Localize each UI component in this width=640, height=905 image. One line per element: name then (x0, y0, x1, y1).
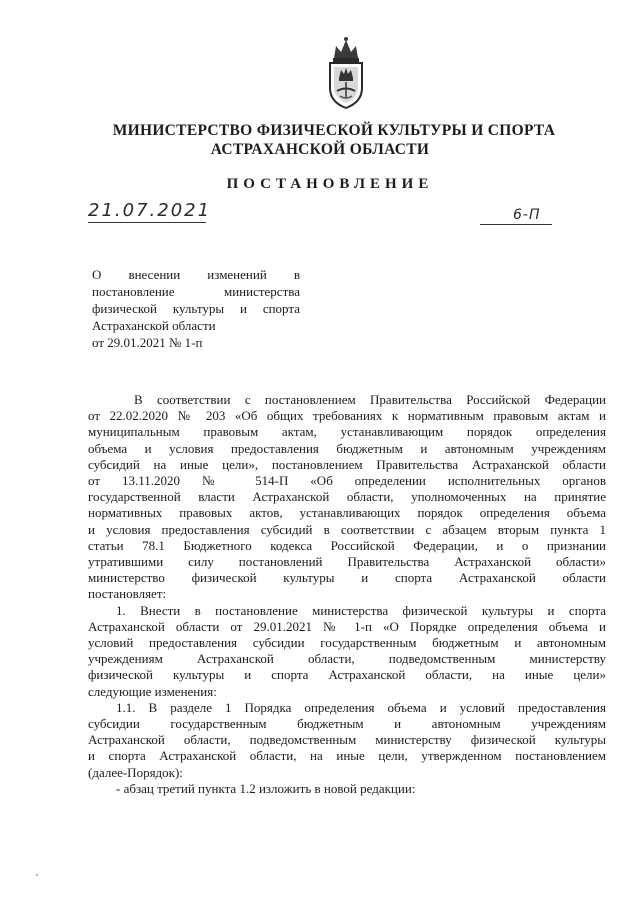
body-line: Астраханской области от 29.01.2021 № 1-п «О Порядке определения объема и (88, 618, 606, 634)
body-line: субсидии государственным бюджетным и автономным учреждениям (88, 716, 606, 732)
document-number: 6-П (513, 207, 541, 223)
subject-line: постановление министерства (92, 284, 300, 299)
body-line: - абзац третий пункта 1.2 изложить в новой редакции: (116, 780, 416, 796)
body-line: министерство физической культуры и спорта Астраханской области (88, 570, 606, 586)
subject-line: физической культуры и спорта (92, 301, 300, 316)
body-line: от 13.11.2020 № 514-П «Об определении исполнительных органов (88, 473, 606, 489)
number-underline (480, 224, 552, 225)
body-line: государственной власти Астраханской области, уполномоченных на принятие (88, 489, 606, 505)
document-body (88, 392, 606, 797)
document-type-title: ПОСТАНОВЛЕНИЕ (226, 176, 434, 192)
body-line: объема и условия предоставления бюджетным и автономным учреждениям (88, 440, 606, 456)
body-line: учреждениям Астраханской области, подведомственным министерству (88, 651, 606, 667)
date-underline (88, 222, 206, 223)
subject-line: Астраханской области (92, 318, 216, 333)
ministry-name-line-1: МИНИСТЕРСТВО ФИЗИЧЕСКОЙ КУЛЬТУРЫ И СПОРТА (112, 122, 556, 139)
coat-of-arms-icon (320, 36, 372, 112)
body-line: В соответствии с постановлением Правительства Российской Федерации (134, 392, 606, 407)
body-line: и условия предоставления субсидий в соответствии с абзацем вторым пункта 1 (88, 521, 606, 537)
document-subject (92, 266, 300, 351)
subject-line: О внесении изменений в (92, 267, 300, 282)
body-line: (далее-Порядок): (88, 764, 183, 780)
body-line: и спорта Астраханской области, на иные цели, утвержденном постановлением (88, 748, 606, 764)
body-line: Астраханской области, подведомственным министерству физической культуры (88, 732, 606, 748)
subject-line: от 29.01.2021 № 1-п (92, 335, 203, 350)
body-line: субсидий на иные цели», постановлением Правительства Астраханской области (88, 456, 606, 472)
body-line: постановляет: (88, 586, 167, 602)
body-line: условий предоставления субсидии государственным бюджетным и автономным (88, 635, 606, 651)
body-line: от 22.02.2020 № 203 «Об общих требованиях к нормативным правовым актам и (88, 408, 606, 424)
ministry-name-line-2: АСТРАХАНСКОЙ ОБЛАСТИ (210, 141, 430, 158)
body-line: статьи 78.1 Бюджетного кодекса Российской Федерации, и о признании (88, 537, 606, 553)
body-line: муниципальным правовым актам, устанавливающим порядок определения (88, 424, 606, 440)
body-line: нормативных правовых актов, устанавливающих порядок определения объема (88, 505, 606, 521)
document-date: 21.07.2021 (88, 200, 212, 221)
body-line: следующие изменения: (88, 683, 217, 699)
body-line: утратившими силу постановлений Правительства Астраханской области» (88, 554, 606, 570)
body-line: 1. Внести в постановление министерства физической культуры и спорта (116, 602, 606, 618)
body-line: 1.1. В разделе 1 Порядка определения объема и условий предоставления (116, 699, 606, 715)
scan-speck (36, 874, 38, 876)
body-line: физической культуры и спорта Астраханской области, на иные цели» (88, 667, 606, 683)
